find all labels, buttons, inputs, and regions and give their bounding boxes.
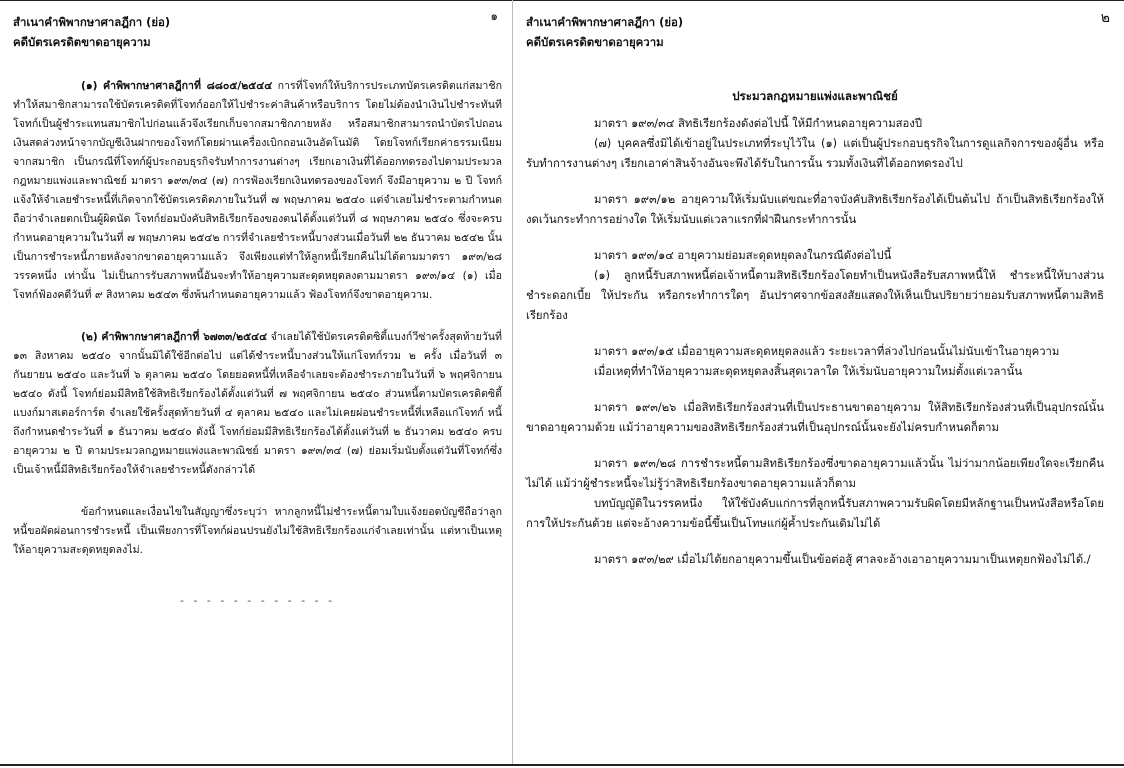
section-193-34: มาตรา ๑๙๓/๓๔ สิทธิเรียกร้องดังต่อไปนี้ ให้มีกำหนดอายุความสองปี bbox=[594, 117, 923, 130]
section-193-28-para-2: บทบัญญัติในวรรคหนึ่ง ให้ใช้บังคับแก่การที่ลูกหนี้รับสภาพความรับผิดโดยมีหลักฐานเป็นหนังสือหรือโดยการให้ประกันด้วย แต่จะอ้างความข้อนี้ขึ้นเป็นโทษแก่ผู้ค้ำประกันเดิมไม่ได้ bbox=[526, 497, 1104, 530]
section-divider: - - - - - - - - - - - - bbox=[179, 594, 336, 607]
page-right bbox=[512, 0, 1124, 764]
section-193-12: มาตรา ๑๙๓/๑๒ อายุความให้เริ่มนับแต่ขณะที่อาจบังคับสิทธิเรียกร้องได้เป็นต้นไป ถ้าเป็นสิทธิเรียกร้องให้งดเว้นกระทำการอย่างใด ให้เริ่มนับแต่เวลาแรกที่ฝ่าฝืนกระทำการนั้น bbox=[526, 193, 1104, 226]
case-1-paragraph bbox=[13, 77, 502, 305]
page-left bbox=[0, 0, 512, 764]
document-header-subtitle: คดีบัตรเครดิตขาดอายุความ bbox=[13, 35, 151, 49]
section-193-26: มาตรา ๑๙๓/๒๖ เมื่อสิทธิเรียกร้องส่วนที่เป็นประธานขาดอายุความ ให้สิทธิเรียกร้องส่วนที่เป็นอุปกรณ์นั้นขาดอายุความด้วย แม้ว่าอายุความของสิทธิเรียกร้องส่วนที่เป็นอุปกรณ์นั้นจะยังไม่ครบกำหนดก็ตาม bbox=[526, 401, 1104, 434]
section-193-29: มาตรา ๑๙๓/๒๙ เมื่อไม่ได้ยกอายุความขึ้นเป็นข้อต่อสู้ ศาลจะอ้างเอาอายุความมาเป็นเหตุยกฟ้องไม่ได้./ bbox=[594, 553, 1091, 566]
section-193-34-item-7: (๗) บุคคลซึ่งมิได้เข้าอยู่ในประเภทที่ระบุไว้ใน (๑) แต่เป็นผู้ประกอบธุรกิจในการดูแลกิจการของผู้อื่น หรือรับทำการงานต่างๆ เรียกเอาค่าสินจ้างอันจะพึงได้รับในการนั้น รวมทั้งเงินที่ได้ออกทดรองไป bbox=[526, 137, 1104, 170]
document-header-title: สำเนาคำพิพากษาศาลฎีกา (ย่อ) bbox=[526, 15, 684, 29]
page-number: ๒ bbox=[1100, 10, 1110, 26]
case-2-paragraph bbox=[13, 328, 502, 480]
section-193-14: มาตรา ๑๙๓/๑๔ อายุความย่อมสะดุดหยุดลงในกรณีดังต่อไปนี้ bbox=[594, 249, 892, 262]
document-header-subtitle: คดีบัตรเครดิตขาดอายุความ bbox=[526, 35, 664, 49]
section-193-15-para-2: เมื่อเหตุที่ทำให้อายุความสะดุดหยุดลงสิ้นสุดเวลาใด ให้เริ่มนับอายุความใหม่ตั้งแต่เวลานั้น bbox=[594, 365, 1023, 378]
section-193-15: มาตรา ๑๙๓/๑๕ เมื่ออายุความสะดุดหยุดลงแล้ว ระยะเวลาที่ล่วงไปก่อนนั้นไม่นับเข้าในอายุความ bbox=[594, 345, 1060, 358]
page-number: ๑ bbox=[490, 9, 498, 23]
case-2-text: จำเลยได้ใช้บัตรเครดิตซิตี้แบงก์วีซ่าครั้งสุดท้ายวันที่ ๑๓ สิงหาคม ๒๕๔๐ จากนั้นมิได้ใช้อีกต่อไป แต่ได้ชำระหนี้บางส่วนให้แก่โจทก์รวม ๒ ครั้ง เมื่อวันที่ ๓ กันยายน ๒๕๔๐ และวันที่ ๖ ตุลาคม ๒๕๔๐ โดยยอดหนี้ที่เหลือจำเลยจะต้องชำระภายในวันที่ ๖ พฤศจิกายน ๒๕๔๐ ดังนี้ โจทก์ย่อมมีสิทธิใช้สิทธิเรียกร้องได้ตั้งแต่วันที่ ๗ พฤศจิกายน ๒๕๔๐ ส่วนหนี้ตามบัตรเครดิตซิตี้แบงก์มาสเตอร์การ์ด จำเลยใช้ครั้งสุดท้ายวันที่ ๔ ตุลาคม ๒๕๔๐ และไม่เคยผ่อนชำระหนี้ที่เหลือแก่โจทก์ หนี้ถึงกำหนดชำระวันที่ ๑ ธันวาคม ๒๕๔๐ ดังนี้ โจทก์ย่อมมีสิทธิเรียกร้องได้ตั้งแต่วันที่ ๒ ธันวาคม ๒๕๔๐ ครบอายุความ ๒ ปี ตามประมวลกฎหมายแพ่งและพาณิชย์ มาตรา ๑๙๓/๓๔ (๗) ย่อมเริ่มนับตั้งแต่วันที่โจทก์ซึ่งเป็นเจ้าหนี้มีสิทธิเรียกร้องให้จำเลยชำระหนี้ดังกล่าวได้ bbox=[13, 331, 503, 476]
bottom-border bbox=[0, 764, 1124, 766]
case-1-title: (๑) คำพิพากษาศาลฎีกาที่ ๘๘๐๕/๒๕๔๔ bbox=[81, 80, 273, 92]
section-193-14-item-1: (๑) ลูกหนี้รับสภาพหนี้ต่อเจ้าหนี้ตามสิทธิเรียกร้องโดยทำเป็นหนังสือรับสภาพหนี้ให้ ชำระหนี้ให้บางส่วน ชำระดอกเบี้ย ให้ประกัน หรือกระทำการใดๆ อันปราศจากข้อสงสัยแสดงให้เห็นเป็นปริยายว่ายอมรับสภาพหนี้ตามสิทธิเรียกร้อง bbox=[526, 269, 1104, 322]
section-193-28: มาตรา ๑๙๓/๒๘ การชำระหนี้ตามสิทธิเรียกร้องซึ่งขาดอายุความแล้วนั้น ไม่ว่ามากน้อยเพียงใดจะเรียกคืนไม่ได้ แม้ว่าผู้ชำระหนี้จะไม่รู้ว่าสิทธิเรียกร้องขาดอายุความแล้วก็ตาม bbox=[526, 457, 1104, 490]
section-title: ประมวลกฎหมายแพ่งและพาณิชย์ bbox=[732, 89, 898, 103]
document-header-title: สำเนาคำพิพากษาศาลฎีกา (ย่อ) bbox=[13, 15, 171, 29]
note-paragraph: ข้อกำหนดและเงื่อนไขในสัญญาซึ่งระบุว่า หากลูกหนี้ไม่ชำระหนี้ตามใบแจ้งยอดบัญชีถือว่าลูกหนี้ขอผัดผ่อนการชำระหนี้ เป็นเพียงการที่โจทก์ผ่อนปรนยังไม่ใช้สิทธิเรียกร้องแก่จำเลยเท่านั้น แต่หาเป็นเหตุให้อายุความสะดุดหยุดลงไม่. bbox=[13, 506, 502, 556]
case-1-text: การที่โจทก์ให้บริการประเภทบัตรเครดิตแก่สมาชิก ทำให้สมาชิกสามารถใช้บัตรเครดิตที่โจทก์ออกให้ไปชำระค่าสินค้าหรือบริการ โดยไม่ต้องนำเงินไปชำระทันที โจทก์เป็นผู้ชำระแทนสมาชิกไปก่อนแล้วจึงเรียกเก็บจากสมาชิกภายหลัง หรือสมาชิกสามารถนำบัตรไปถอนเงินสดล่วงหน้าจากบัญชีเงินฝากของโจทก์โดยผ่านเครื่องเบิกถอนเงินอัตโนมัติ โดยโจทก์เรียกค่าธรรมเนียมจากสมาชิก เป็นกรณีที่โจทก์ผู้ประกอบธุรกิจรับทำการงานต่างๆ เรียกเอาเงินที่ได้ออกทดรองไปตามประมวลกฎหมายแพ่งและพาณิชย์ มาตรา ๑๙๓/๓๔ (๗) การฟ้องเรียกเงินทดรองของโจทก์ จึงมีอายุความ ๒ ปี โจทก์แจ้งให้จำเลยชำระหนี้ที่เกิดจากใช้บัตรเครดิตภายในวันที่ ๗ พฤษภาคม ๒๕๔๐ แต่จำเลยไม่ชำระตามกำหนด ถือว่าจำเลยตกเป็นผู้ผิดนัด โจทก์ย่อมบังคับสิทธิเรียกร้องของตนได้ตั้งแต่วันที่ ๘ พฤษภาคม ๒๕๔๐ ซึ่งจะครบกำหนดอายุความในวันที่ ๗ พฤษภาคม ๒๕๔๒ การที่จำเลยชำระหนี้บางส่วนเมื่อวันที่ ๒๒ ธันวาคม ๒๕๔๒ นั้น เป็นการชำระหนี้ภายหลังจากขาดอายุความแล้ว จึงเพียงแต่ทำให้ลูกหนี้เรียกคืนไม่ได้ตามมาตรา ๑๙๓/๒๘ วรรคหนึ่ง เท่านั้น ไม่เป็นการรับสภาพหนี้อันจะทำให้อายุความสะดุดหยุดลงตามมาตรา ๑๙๓/๑๔ (๑) เมื่อโจทก์ฟ้องคดีวันที่ ๙ สิงหาคม ๒๕๔๓ ซึ่งพ้นกำหนดอายุความแล้ว ฟ้องโจทก์จึงขาดอายุความ. bbox=[13, 80, 502, 301]
case-2-title: (๒) คำพิพากษาศาลฎีกาที่ ๖๗๓๓/๒๕๔๔ bbox=[81, 331, 268, 343]
